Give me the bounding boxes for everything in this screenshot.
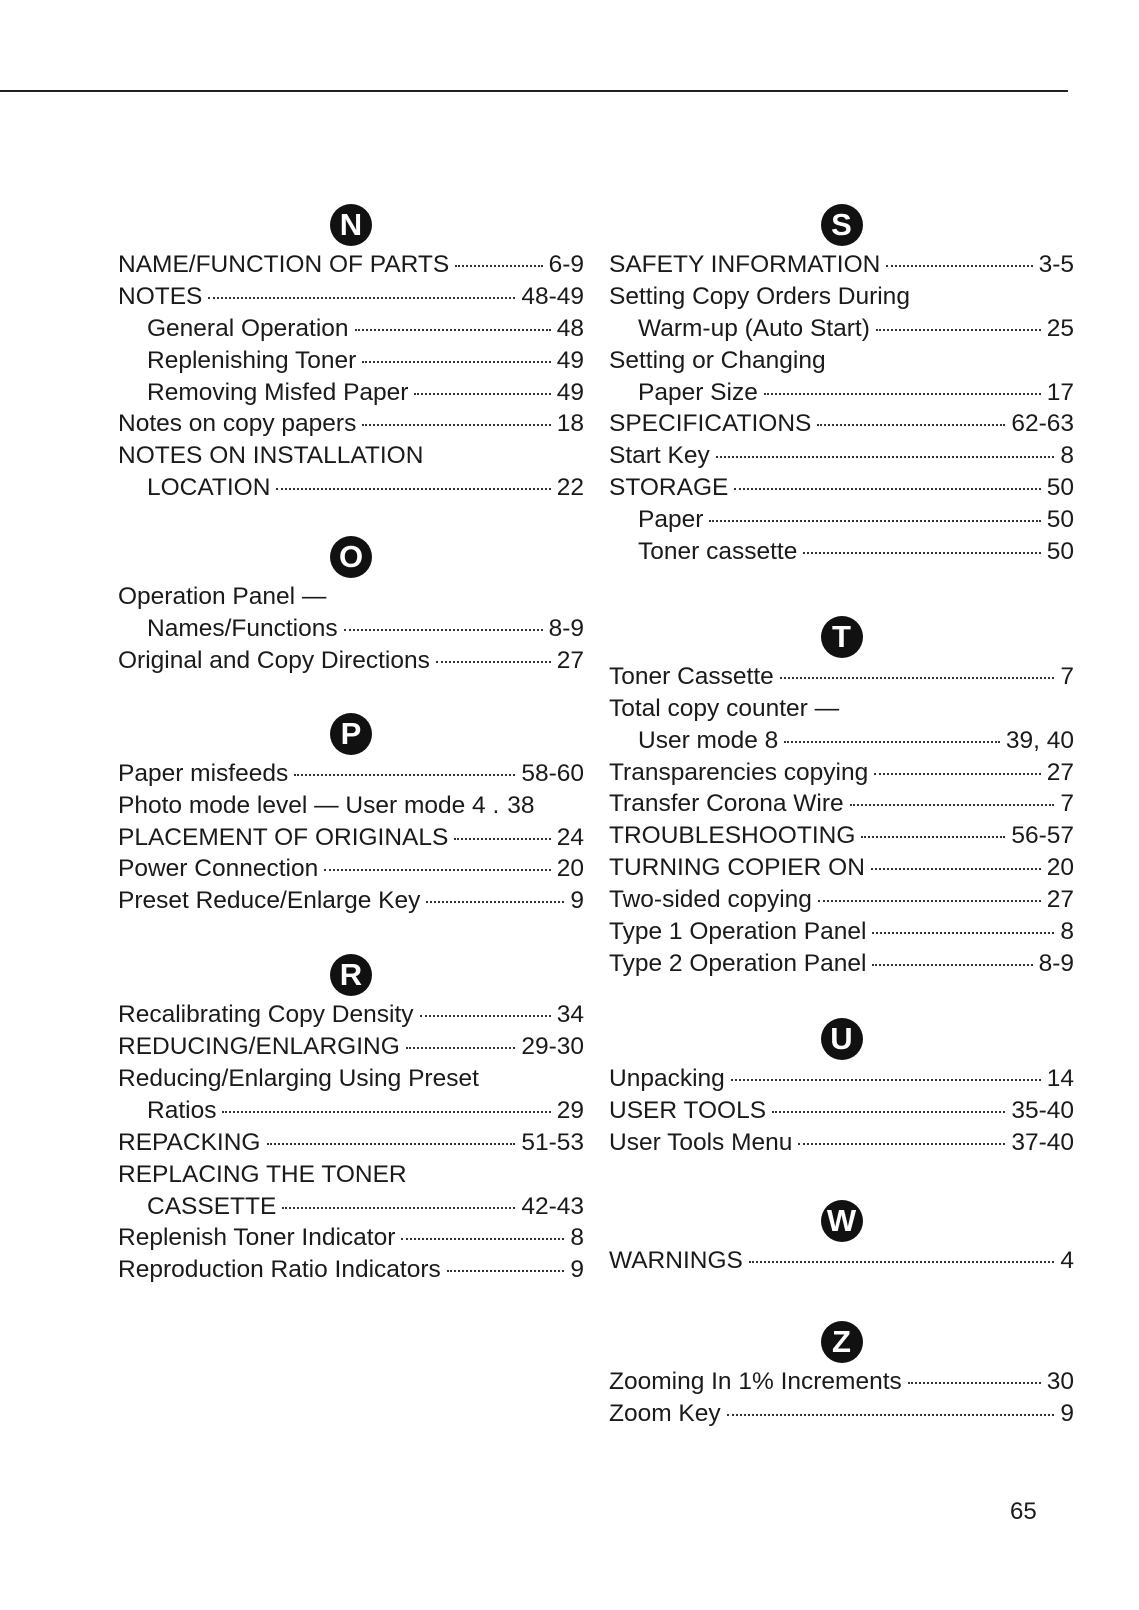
section-p (118, 694, 584, 917)
section-r (118, 935, 584, 1286)
index-entry: Start Key 8 (609, 442, 1074, 470)
index-entry: Ratios 29 (147, 1096, 584, 1124)
index-entry: REPLACING THE TONER (118, 1160, 407, 1188)
index-entry: User Tools Menu 37-40 (609, 1128, 1074, 1156)
index-entry: Two-sided copying 27 (609, 886, 1074, 914)
entries-r (118, 999, 584, 1286)
index-entry: Warm-up (Auto Start) 25 (638, 314, 1074, 342)
index-entry: Paper Size 17 (638, 378, 1074, 406)
letter-badge-u: U (821, 1018, 863, 1060)
entries-u (609, 1063, 1074, 1159)
index-entry: Setting Copy Orders During (609, 282, 910, 310)
index-entry: Original and Copy Directions 27 (118, 646, 584, 674)
entries-w (609, 1245, 1074, 1277)
index-entry: Transfer Corona Wire 7 (609, 790, 1074, 818)
section-u (609, 999, 1074, 1159)
index-entry: Notes on copy papers 18 (118, 410, 584, 438)
letter-badge-s: S (821, 204, 863, 246)
index-entry: Transparencies copying 27 (609, 758, 1074, 786)
index-entry: Total copy counter — (609, 694, 840, 722)
index-entry: Reducing/Enlarging Using Preset (118, 1065, 479, 1093)
letter-badge-p: P (330, 713, 372, 755)
section-s (609, 185, 1074, 568)
index-entry: Setting or Changing (609, 346, 826, 374)
section-w (609, 1181, 1074, 1277)
index-entry: STORAGE 50 (609, 474, 1074, 502)
letter-badge-r: R (330, 954, 372, 996)
index-entry: Toner cassette 50 (638, 538, 1074, 566)
index-entry: General Operation 48 (147, 314, 584, 342)
index-entry: Removing Misfed Paper 49 (147, 378, 584, 406)
index-entry: Recalibrating Copy Density 34 (118, 1001, 584, 1029)
index-entry: NOTES 48-49 (118, 282, 584, 310)
index-entry: User mode 8 39, 40 (638, 726, 1074, 754)
index-entry: NOTES ON INSTALLATION (118, 442, 424, 470)
entries-t (609, 661, 1074, 980)
top-rule (0, 90, 1068, 92)
index-entry: WARNINGS 4 (609, 1247, 1074, 1275)
index-entry: Operation Panel — (118, 583, 327, 611)
letter-badge-t: T (821, 616, 863, 658)
index-entry: TURNING COPIER ON 20 (609, 854, 1074, 882)
entries-p (118, 758, 584, 917)
entries-o (118, 581, 584, 677)
index-entry: SAFETY INFORMATION 3-5 (609, 251, 1074, 278)
index-entry: Type 1 Operation Panel 8 (609, 918, 1074, 946)
index-entry: TROUBLESHOOTING 56-57 (609, 822, 1074, 850)
index-entry: REPACKING 51-53 (118, 1128, 584, 1156)
index-entry: Power Connection 20 (118, 855, 584, 883)
index-entry: PLACEMENT OF ORIGINALS 24 (118, 823, 584, 851)
entries-n (118, 249, 584, 504)
letter-badge-w: W (821, 1200, 863, 1242)
index-entry: Paper 50 (638, 506, 1074, 534)
index-entry: Type 2 Operation Panel 8-9 (609, 949, 1074, 977)
index-entry: Paper misfeeds 58-60 (118, 759, 584, 787)
index-entry: Replenish Toner Indicator 8 (118, 1224, 584, 1252)
page-number: 65 (1010, 1498, 1037, 1525)
entries-z (609, 1366, 1074, 1430)
index-entry: REDUCING/ENLARGING 29-30 (118, 1033, 584, 1061)
index-entry: Names/Functions 8-9 (147, 615, 584, 643)
index-entry: Photo mode level — User mode 4 . 38 (118, 791, 535, 819)
index-entry: Toner Cassette 7 (609, 662, 1074, 690)
index-entry: Unpacking 14 (609, 1064, 1074, 1092)
section-n (118, 185, 584, 504)
letter-badge-z: Z (821, 1321, 863, 1363)
index-entry: Preset Reduce/Enlarge Key 9 (118, 887, 584, 915)
letter-badge-o: O (330, 536, 372, 578)
index-column-right (609, 185, 1074, 1430)
index-entry: Reproduction Ratio Indicators 9 (118, 1256, 584, 1284)
entries-s (609, 249, 1074, 568)
letter-badge-n: N (330, 204, 372, 246)
index-entry: CASSETTE 42-43 (147, 1192, 584, 1220)
index-entry: NAME/FUNCTION OF PARTS 6-9 (118, 251, 584, 278)
index-entry: LOCATION 22 (147, 474, 584, 502)
index-entry: Replenishing Toner 49 (147, 346, 584, 374)
index-entry: USER TOOLS 35-40 (609, 1096, 1074, 1124)
index-column-left (118, 185, 584, 1286)
index-entry: SPECIFICATIONS 62-63 (609, 410, 1074, 438)
section-t (609, 597, 1074, 980)
section-z (609, 1302, 1074, 1430)
index-entry: Zooming In 1% Increments 30 (609, 1368, 1074, 1396)
section-o (118, 517, 584, 677)
index-entry: Zoom Key 9 (609, 1400, 1074, 1428)
